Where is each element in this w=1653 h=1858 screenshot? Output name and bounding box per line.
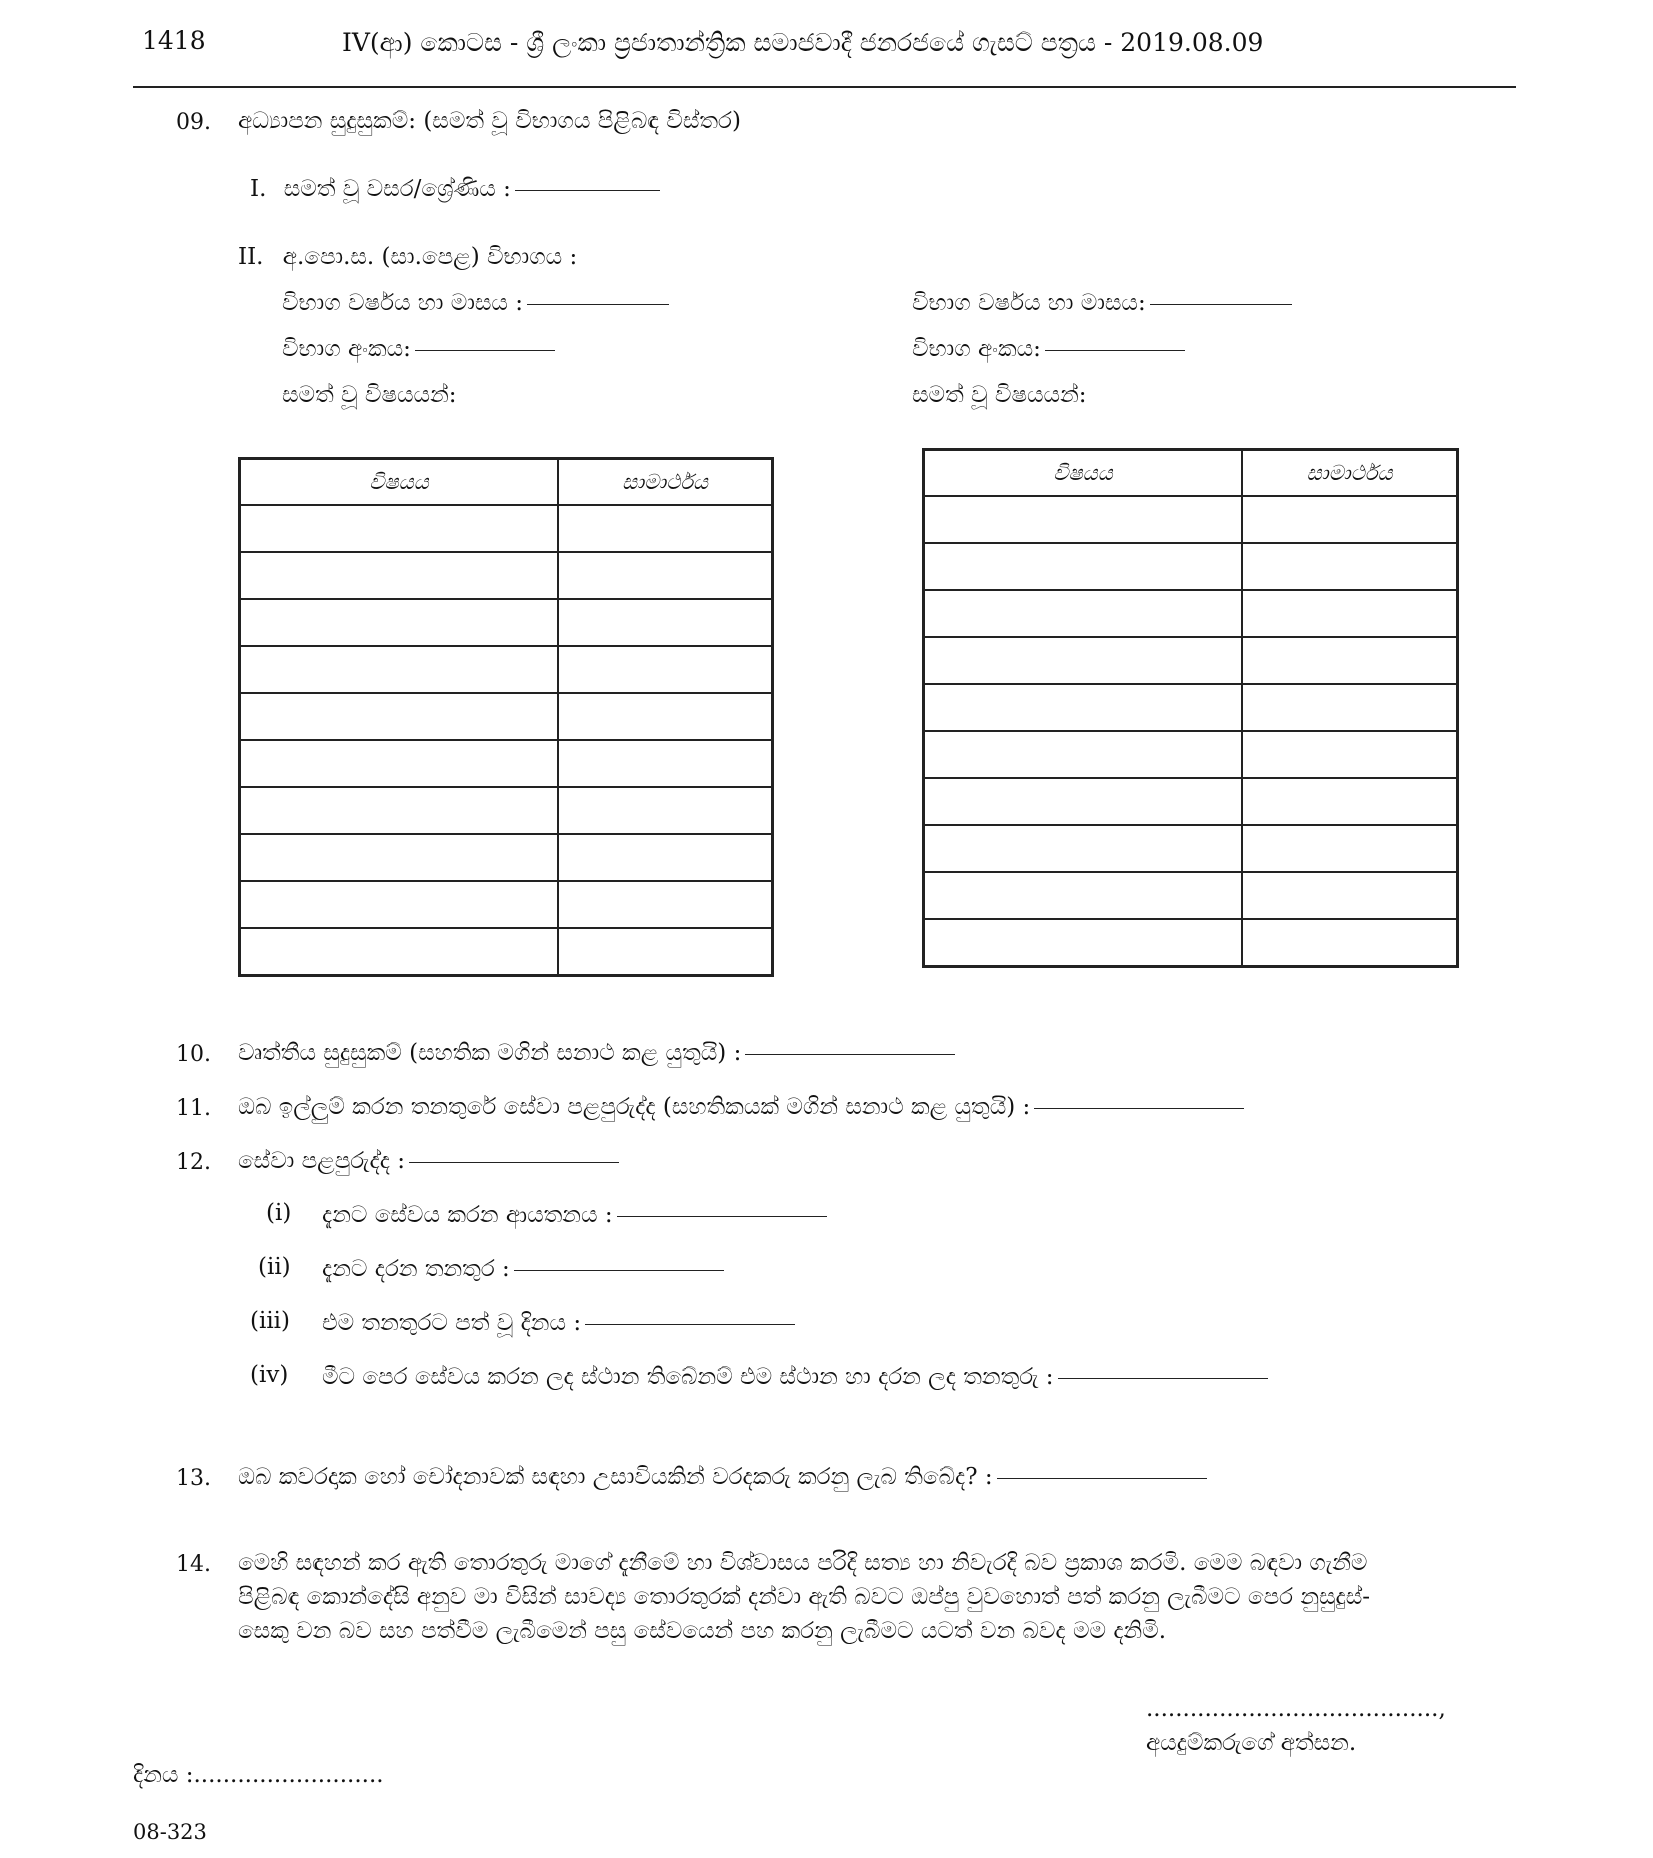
section-12-item-ii-roman: (ii)	[258, 1254, 291, 1280]
table-row	[240, 552, 773, 599]
table-row	[240, 787, 773, 834]
table-header-row	[240, 459, 773, 506]
subject-cell[interactable]	[924, 731, 1243, 778]
grade-cell[interactable]	[558, 787, 773, 834]
right-exam-year-month	[912, 290, 1292, 316]
exam-year-month-label: විභාග වර්ෂය හා මාසය :	[282, 290, 524, 316]
left-exam-index	[282, 336, 555, 362]
service-experience-field[interactable]	[409, 1162, 619, 1163]
previous-places-label: මීට පෙර සේවය කරන ලද ස්ථාන තිබේනම් එම ස්ථාන හා දරන ලද තනතුරු :	[322, 1364, 1054, 1390]
table-row	[924, 825, 1458, 872]
grade-cell[interactable]	[1242, 919, 1458, 967]
subject-cell[interactable]	[240, 787, 559, 834]
current-post-field[interactable]	[514, 1270, 724, 1271]
exam-index-field[interactable]	[1045, 350, 1185, 351]
exam-index-label: විභාග අංකය:	[912, 336, 1041, 362]
exam-year-month-label: විභාග වර්ෂය හා මාසය:	[912, 290, 1146, 316]
grade-column-header: සාමාර්ථය	[558, 459, 773, 506]
current-post-label: දැනට දරන තනතුර :	[322, 1256, 510, 1282]
section-12-row	[238, 1148, 619, 1174]
right-passed-subjects-label: සමත් වූ විෂයයන්:	[912, 382, 1087, 408]
footer-code: 08-323	[133, 1820, 207, 1844]
subject-cell[interactable]	[924, 778, 1243, 825]
table-row	[924, 872, 1458, 919]
table-row	[240, 740, 773, 787]
left-subject-grade-table	[238, 457, 774, 977]
right-exam-index	[912, 336, 1185, 362]
exam-year-month-field[interactable]	[527, 304, 669, 305]
conviction-question-field[interactable]	[997, 1478, 1207, 1479]
subject-cell[interactable]	[924, 590, 1243, 637]
professional-qualifications-field[interactable]	[745, 1054, 955, 1055]
table-row	[240, 881, 773, 928]
exam-index-field[interactable]	[415, 350, 555, 351]
table-row	[240, 693, 773, 740]
grade-cell[interactable]	[1242, 872, 1458, 919]
left-passed-subjects-label: සමත් වූ විෂයයන්:	[282, 382, 457, 408]
section-12-item-i-roman: (i)	[266, 1200, 292, 1226]
section-12-item-iii-roman: (iii)	[250, 1308, 291, 1334]
section-12-item-iv-roman: (iv)	[250, 1362, 289, 1388]
subject-cell[interactable]	[924, 872, 1243, 919]
section-13-number: 13.	[176, 1466, 211, 1491]
subject-cell[interactable]	[240, 740, 559, 787]
subject-cell[interactable]	[924, 637, 1243, 684]
subject-column-header: විෂයය	[240, 459, 559, 506]
table-row	[924, 590, 1458, 637]
appointment-date-label: එම තනතුරට පත් වූ දිනය :	[322, 1310, 582, 1336]
grade-cell[interactable]	[558, 646, 773, 693]
section-12-number: 12.	[176, 1150, 211, 1175]
subject-cell[interactable]	[240, 928, 559, 976]
header-divider	[133, 86, 1516, 88]
appointment-date-field[interactable]	[585, 1324, 795, 1325]
table-row	[924, 731, 1458, 778]
grade-cell[interactable]	[1242, 778, 1458, 825]
subject-cell[interactable]	[240, 505, 559, 552]
subject-cell[interactable]	[240, 552, 559, 599]
table-row	[924, 637, 1458, 684]
post-experience-label: ඔබ ඉල්ලුම් කරන තනතුරේ සේවා පළපුරුද්ද (සහතිකයක් මගින් සනාථ කළ යුතුයි) :	[238, 1094, 1031, 1120]
subject-cell[interactable]	[924, 543, 1243, 590]
table-row	[924, 496, 1458, 543]
conviction-question-label: ඔබ කවරදාක හෝ චෝදනාවක් සඳහා උසාවියකින් වරදකරු කරනු ලැබ තිබේද? :	[238, 1464, 993, 1490]
subject-cell[interactable]	[924, 496, 1243, 543]
subject-cell[interactable]	[240, 646, 559, 693]
grade-cell[interactable]	[1242, 590, 1458, 637]
pass-year-grade-label: සමත් වූ වසර/ශ්‍රේණිය :	[283, 176, 511, 202]
table-row	[240, 646, 773, 693]
section-09-number: 09.	[176, 110, 211, 135]
subject-cell[interactable]	[240, 599, 559, 646]
subject-column-header: විෂයය	[924, 450, 1243, 497]
table-row	[924, 684, 1458, 731]
grade-cell[interactable]	[1242, 731, 1458, 778]
section-12-item-iii	[322, 1310, 795, 1336]
table-row	[924, 543, 1458, 590]
section-10-row	[238, 1040, 955, 1066]
grade-cell[interactable]	[558, 740, 773, 787]
subject-cell[interactable]	[240, 834, 559, 881]
section-09-title: අධ්‍යාපන සුදුසුකම්: (සමත් වූ විභාගය පිළිබඳ විස්තර)	[238, 108, 741, 134]
page-number: 1418	[142, 26, 206, 55]
declaration-line-3: සෙකු වන බව සහ පත්වීම ලැබීමෙන් පසු සේවයෙන් පහ කරනු ලැබීමට යටත් වන බවද මම දනිමි.	[238, 1618, 1167, 1644]
section-09-item-2	[238, 244, 577, 270]
section-14-number: 14.	[176, 1552, 211, 1577]
section-11-number: 11.	[176, 1096, 211, 1121]
table-header-row	[924, 450, 1458, 497]
table-row	[924, 919, 1458, 967]
table-row	[240, 599, 773, 646]
exam-year-month-field[interactable]	[1150, 304, 1292, 305]
section-13-row	[238, 1464, 1207, 1490]
current-institution-field[interactable]	[617, 1216, 827, 1217]
grade-cell[interactable]	[1242, 496, 1458, 543]
service-experience-label: සේවා පළපුරුද්ද :	[238, 1148, 406, 1174]
table-row	[240, 928, 773, 976]
table-row	[240, 834, 773, 881]
subject-cell[interactable]	[924, 684, 1243, 731]
gazette-header-title: IV(ආ) කොටස - ශ්‍රී ලංකා ප්‍රජාතාන්ත්‍රික සමාජවාදී ජනරජයේ ගැසට් පත්‍රය - 2019.08.09	[342, 28, 1264, 57]
previous-places-field[interactable]	[1058, 1378, 1268, 1379]
grade-cell[interactable]	[558, 552, 773, 599]
subject-cell[interactable]	[924, 919, 1243, 967]
left-exam-year-month	[282, 290, 669, 316]
grade-cell[interactable]	[1242, 543, 1458, 590]
subject-cell[interactable]	[240, 881, 559, 928]
grade-cell[interactable]	[558, 693, 773, 740]
grade-cell[interactable]	[558, 881, 773, 928]
grade-cell[interactable]	[1242, 684, 1458, 731]
roman-numeral: I.	[250, 176, 267, 202]
grade-cell[interactable]	[1242, 825, 1458, 872]
signature-field[interactable]: ........................................,	[1146, 1696, 1446, 1722]
pass-year-grade-field[interactable]	[515, 190, 660, 191]
grade-cell[interactable]	[558, 928, 773, 976]
exam-index-label: විභාග අංකය:	[282, 336, 411, 362]
declaration-line-1: මෙහි සඳහන් කර ඇති තොරතුරු මාගේ දැනීමේ හා විශ්වාසය පරිදි සත්‍ය හා නිවැරදි බව ප්‍රකාශ කරමි. මෙම බඳවා ගැනීම	[238, 1550, 1368, 1576]
section-09-item-1	[250, 176, 660, 202]
roman-numeral: II.	[238, 244, 264, 270]
date-label: දිනය :	[133, 1762, 194, 1788]
section-12-item-ii	[322, 1256, 724, 1282]
gce-ol-exam-label: අ.පො.ස. (සා.පෙළ) විභාගය :	[282, 244, 578, 270]
professional-qualifications-label: වෘත්තීය සුදුසුකම් (සහතික මගින් සනාථ කළ යුතුයි) :	[238, 1040, 742, 1066]
date-row	[133, 1762, 384, 1788]
grade-cell[interactable]	[558, 834, 773, 881]
table-row	[240, 505, 773, 552]
current-institution-label: දැනට සේවය කරන ආයතනය :	[322, 1202, 613, 1228]
applicant-signature-label: අයදුම්කරුගේ අත්සන.	[1146, 1730, 1357, 1756]
section-11-row	[238, 1094, 1244, 1120]
grade-cell[interactable]	[1242, 637, 1458, 684]
grade-cell[interactable]	[558, 599, 773, 646]
right-subject-grade-table	[922, 448, 1459, 968]
post-experience-field[interactable]	[1034, 1108, 1244, 1109]
date-field[interactable]: ..........................	[193, 1762, 384, 1788]
section-12-item-iv	[322, 1364, 1268, 1390]
table-row	[924, 778, 1458, 825]
section-12-item-i	[322, 1202, 827, 1228]
grade-cell[interactable]	[558, 505, 773, 552]
grade-column-header: සාමාර්ථය	[1242, 450, 1458, 497]
section-10-number: 10.	[176, 1042, 211, 1067]
declaration-line-2: පිළිබඳ කොන්දේසි අනුව මා විසින් සාවද්‍ය තොරතුරක් දන්වා ඇති බවට ඔප්පු වුවහොත් පත් කරනු ලැබීමට පෙර නුසුදුස්-	[238, 1584, 1371, 1610]
subject-cell[interactable]	[924, 825, 1243, 872]
subject-cell[interactable]	[240, 693, 559, 740]
